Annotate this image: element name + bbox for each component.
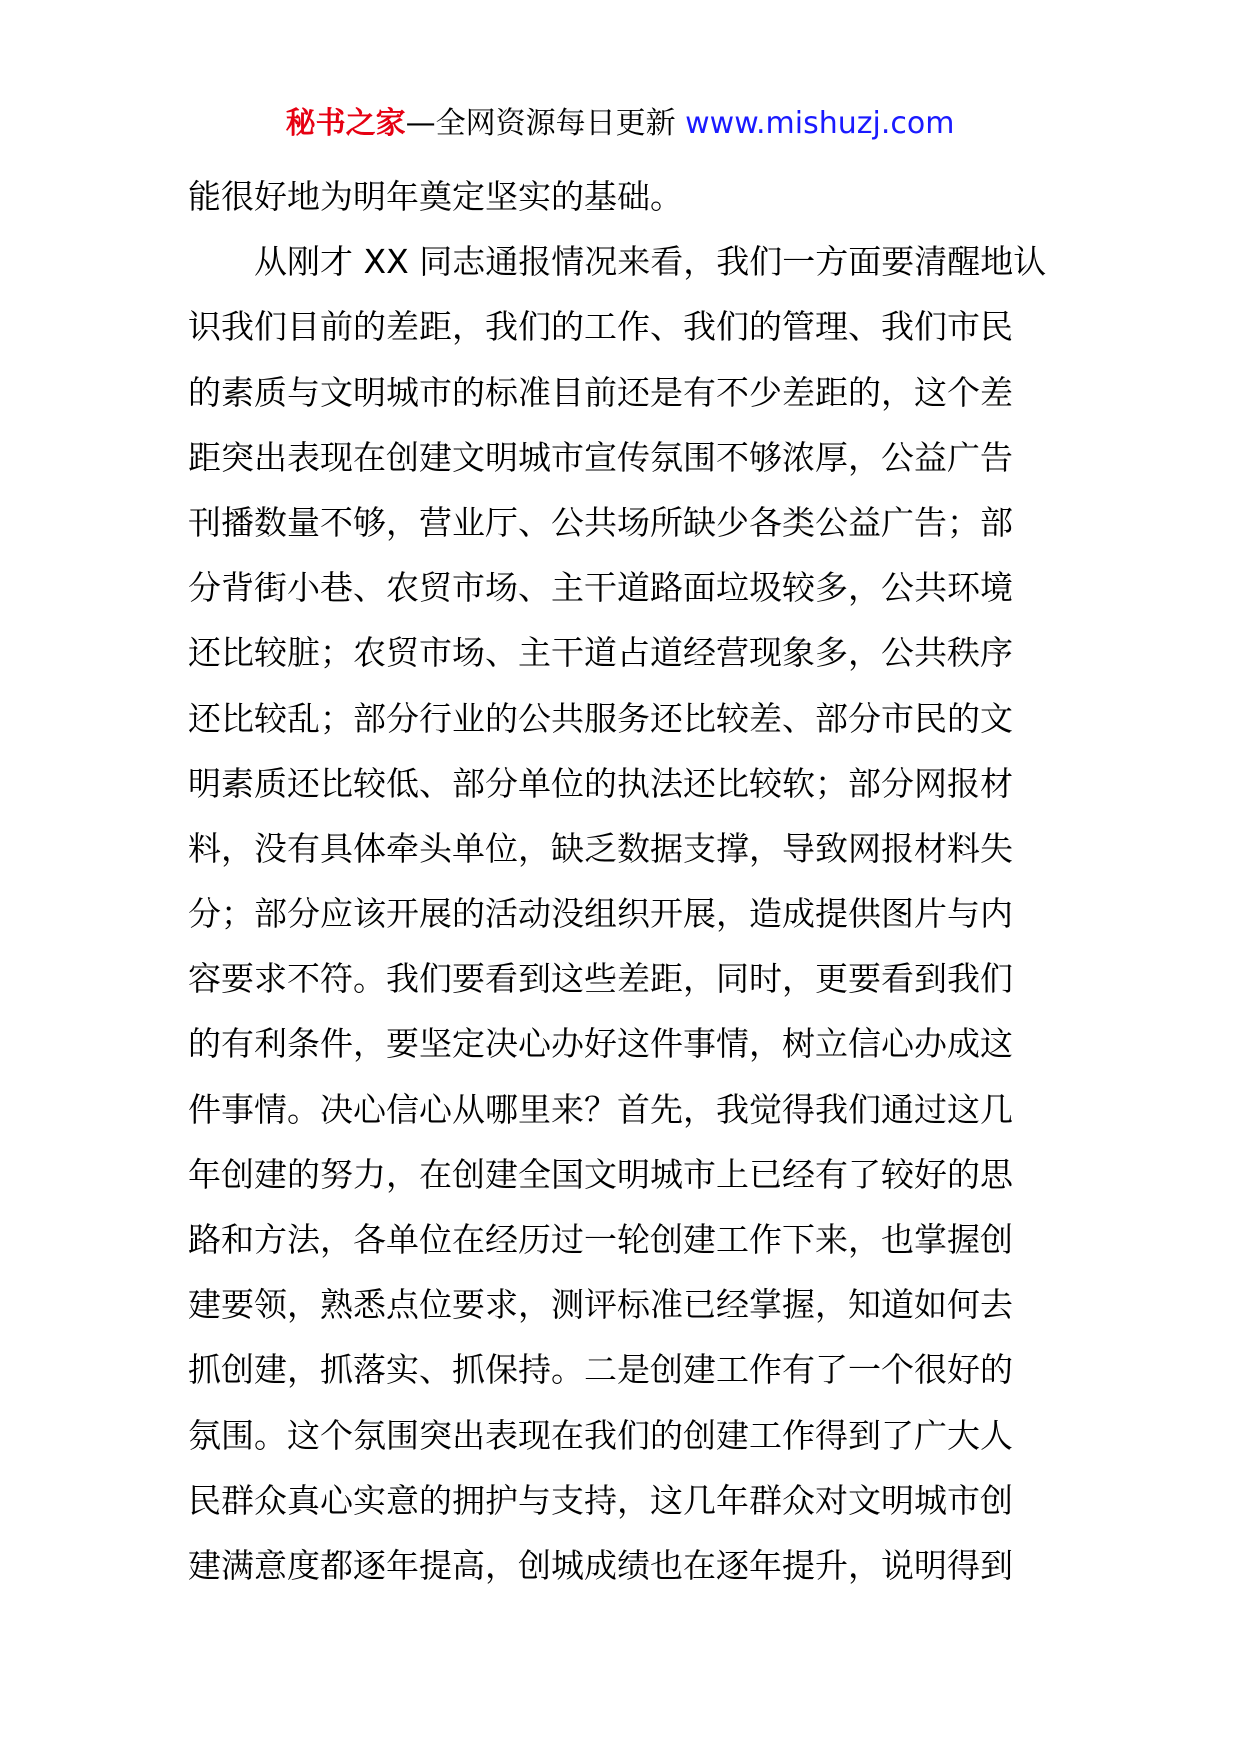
text-line: 能很好地为明年奠定坚实的基础。 <box>188 177 683 216</box>
text-line: 路和方法，各单位在经历过一轮创建工作下来，也掌握创 <box>188 1220 1013 1259</box>
text-line: 识我们目前的差距，我们的工作、我们的管理、我们市民 <box>188 307 1013 347</box>
header-slogan: —全网资源每日更新 <box>405 106 686 141</box>
text-line: 建满意度都逐年提高，创城成绩也在逐年提升，说明得到 <box>188 1545 1013 1585</box>
text-line: 分；部分应该开展的活动没组织开展，造成提供图片与内 <box>188 894 1013 934</box>
text-line: 抓创建，抓落实、抓保持。二是创建工作有了一个很好的 <box>188 1350 1013 1390</box>
text-line: 明素质还比较低、部分单位的执法还比较软；部分网报材 <box>188 763 1013 803</box>
website-link[interactable]: www.mishuzj.com <box>685 106 955 141</box>
text-line: 的有利条件，要坚定决心办好这件事情，树立信心办成这 <box>188 1024 1013 1064</box>
text-line: 的素质与文明城市的标准目前还是有不少差距的，这个差 <box>188 372 1013 412</box>
text-line: 氛围。这个氛围突出表现在我们的创建工作得到了广大人 <box>188 1415 1013 1455</box>
body-text <box>188 164 1054 1598</box>
text-line: 容要求不符。我们要看到这些差距，同时，更要看到我们 <box>188 959 1013 999</box>
text-line: 距突出表现在创建文明城市宣传氛围不够浓厚，公益广告 <box>188 437 1013 477</box>
text-line: 件事情。决心信心从哪里来？首先，我觉得我们通过这几 <box>188 1089 1013 1129</box>
text-line: 还比较脏；农贸市场、主干道占道经营现象多，公共秩序 <box>188 633 1013 673</box>
paragraph-first-line: 从刚才 XX 同志通报情况来看，我们一方面要清醒地认 <box>254 242 1047 282</box>
text-line: 刊播数量不够，营业厅、公共场所缺少各类公益广告；部 <box>188 502 1013 542</box>
text-line: 还比较乱；部分行业的公共服务还比较差、部分市民的文 <box>188 698 1013 738</box>
text-line: 民群众真心实意的拥护与支持，这几年群众对文明城市创 <box>188 1480 1013 1520</box>
text-line: 料，没有具体牵头单位，缺乏数据支撑，导致网报材料失 <box>188 828 1013 868</box>
text-line: 建要领，熟悉点位要求，测评标准已经掌握，知道如何去 <box>188 1285 1013 1325</box>
text-line: 年创建的努力，在创建全国文明城市上已经有了较好的思 <box>188 1154 1013 1194</box>
text-line: 分背街小巷、农贸市场、主干道路面垃圾较多，公共环境 <box>188 568 1013 608</box>
page-header <box>0 102 1240 146</box>
brand-name: 秘书之家 <box>285 106 406 141</box>
